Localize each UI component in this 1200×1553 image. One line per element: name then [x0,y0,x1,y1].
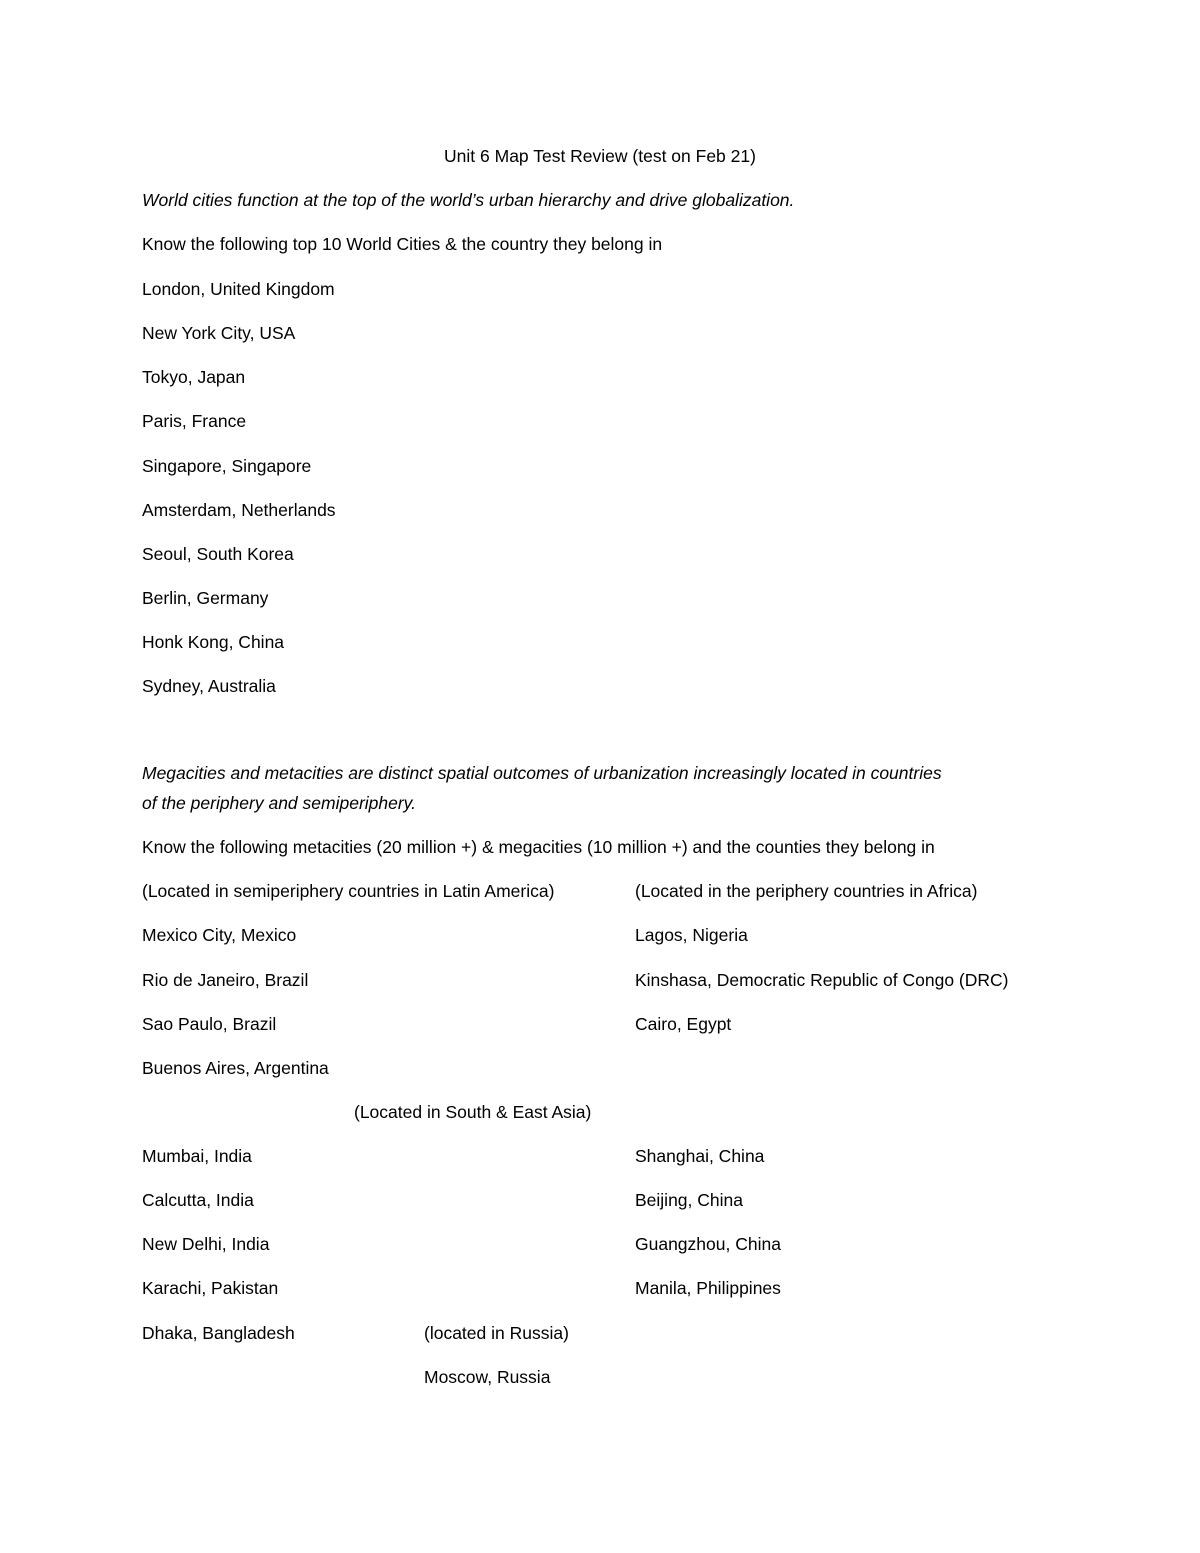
latin-america-heading: (Located in semiperiphery countries in Latin America) [142,881,555,901]
world-cities-instruction: Know the following top 10 World Cities & the country they belong in [142,234,663,254]
list-item: Moscow, Russia [424,1367,551,1387]
list-item: Karachi, Pakistan [142,1278,279,1298]
megacities-intro-line-2: of the periphery and semiperiphery. [142,793,416,813]
list-item: Kinshasa, Democratic Republic of Congo (DRC) [635,970,1009,990]
list-item: London, United Kingdom [142,279,335,299]
megacities-intro-line-1: Megacities and metacities are distinct spatial outcomes of urbanization increasingly located in countries [142,763,942,783]
list-item: Singapore, Singapore [142,456,312,476]
russia-heading: (located in Russia) [424,1323,569,1343]
list-item: Buenos Aires, Argentina [142,1058,329,1078]
list-item: Calcutta, India [142,1190,254,1210]
list-item: Paris, France [142,411,247,431]
world-cities-intro: World cities function at the top of the world’s urban hierarchy and drive globalization. [142,190,795,210]
list-item: New Delhi, India [142,1234,270,1254]
list-item: Seoul, South Korea [142,544,294,564]
list-item: Honk Kong, China [142,632,285,652]
list-item: Sydney, Australia [142,676,276,696]
list-item: Manila, Philippines [635,1278,781,1298]
list-item: Sao Paulo, Brazil [142,1014,277,1034]
list-item: Berlin, Germany [142,588,269,608]
list-item: Dhaka, Bangladesh [142,1323,295,1343]
africa-heading: (Located in the periphery countries in Africa) [635,881,978,901]
list-item: Cairo, Egypt [635,1014,732,1034]
asia-heading: (Located in South & East Asia) [354,1102,592,1122]
megacities-instruction: Know the following metacities (20 million +) & megacities (10 million +) and the counties they belong in [142,837,935,857]
list-item: Amsterdam, Netherlands [142,500,336,520]
list-item: Rio de Janeiro, Brazil [142,970,309,990]
list-item: Guangzhou, China [635,1234,781,1254]
list-item: Mexico City, Mexico [142,925,297,945]
list-item: Beijing, China [635,1190,743,1210]
list-item: Mumbai, India [142,1146,252,1166]
list-item: Lagos, Nigeria [635,925,748,945]
list-item: Tokyo, Japan [142,367,246,387]
page-title: Unit 6 Map Test Review (test on Feb 21) [444,146,756,166]
list-item: New York City, USA [142,323,296,343]
list-item: Shanghai, China [635,1146,765,1166]
